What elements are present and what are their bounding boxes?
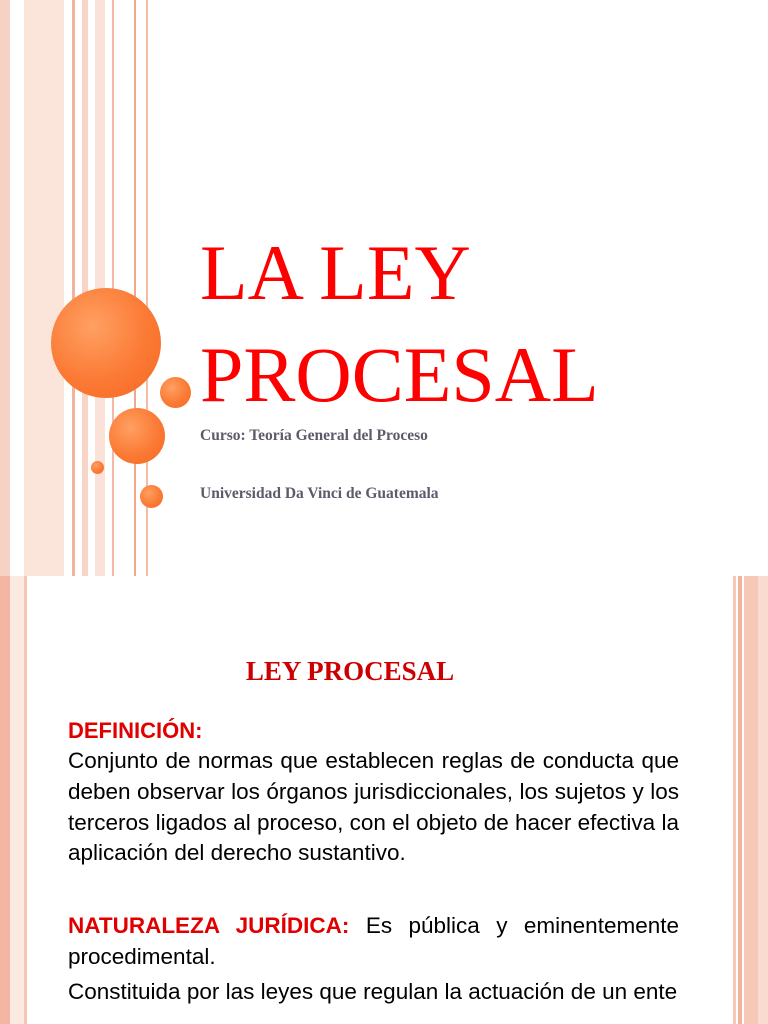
- decorative-stripe: [0, 576, 10, 1024]
- nature-label: NATURALEZA JURÍDICA:: [68, 913, 350, 939]
- definition-slide: [0, 576, 768, 1024]
- decorative-stripe: [744, 576, 758, 1024]
- decorative-circle: [140, 485, 163, 508]
- slide-title-line-1: LA LEY: [200, 229, 471, 316]
- decorative-stripe: [134, 0, 136, 576]
- slide-heading: LEY PROCESAL: [245, 656, 455, 686]
- decorative-stripe: [0, 0, 10, 576]
- university-subtitle: Universidad Da Vinci de Guatemala: [200, 485, 439, 502]
- nature-paragraph: [68, 911, 679, 973]
- course-subtitle: Curso: Teoría General del Proceso: [200, 427, 428, 444]
- decorative-stripe: [733, 576, 736, 1024]
- decorative-stripe: [758, 576, 768, 1024]
- cut-off-text: Constituida por las leyes que regulan la actuación de un ente: [68, 978, 678, 1004]
- slide-title-line-2: PROCESAL: [200, 331, 599, 418]
- decorative-stripe: [82, 0, 88, 576]
- definition-text: Conjunto de normas que establecen reglas de conducta que deben observar los órganos jurisdiccionales, los sujetos y los terceros ligados al proceso, con el objeto de hacer efectiva la aplicación del derecho sustantivo.: [68, 748, 679, 866]
- decorative-stripe: [738, 576, 742, 1024]
- decorative-circle: [51, 288, 161, 398]
- decorative-circle: [109, 408, 165, 464]
- decorative-stripe: [24, 576, 27, 1024]
- slide-body: [68, 716, 679, 1008]
- decorative-circle: [160, 377, 191, 408]
- decorative-stripe: [10, 576, 24, 1024]
- slide-title: [200, 222, 599, 426]
- nature-text: Es pública y eminentemente procedimental.: [68, 913, 679, 969]
- decorative-stripe: [72, 0, 75, 576]
- decorative-stripe: [24, 0, 64, 576]
- decorative-circle: [91, 461, 104, 474]
- definition-label: DEFINICIÓN:: [68, 718, 203, 743]
